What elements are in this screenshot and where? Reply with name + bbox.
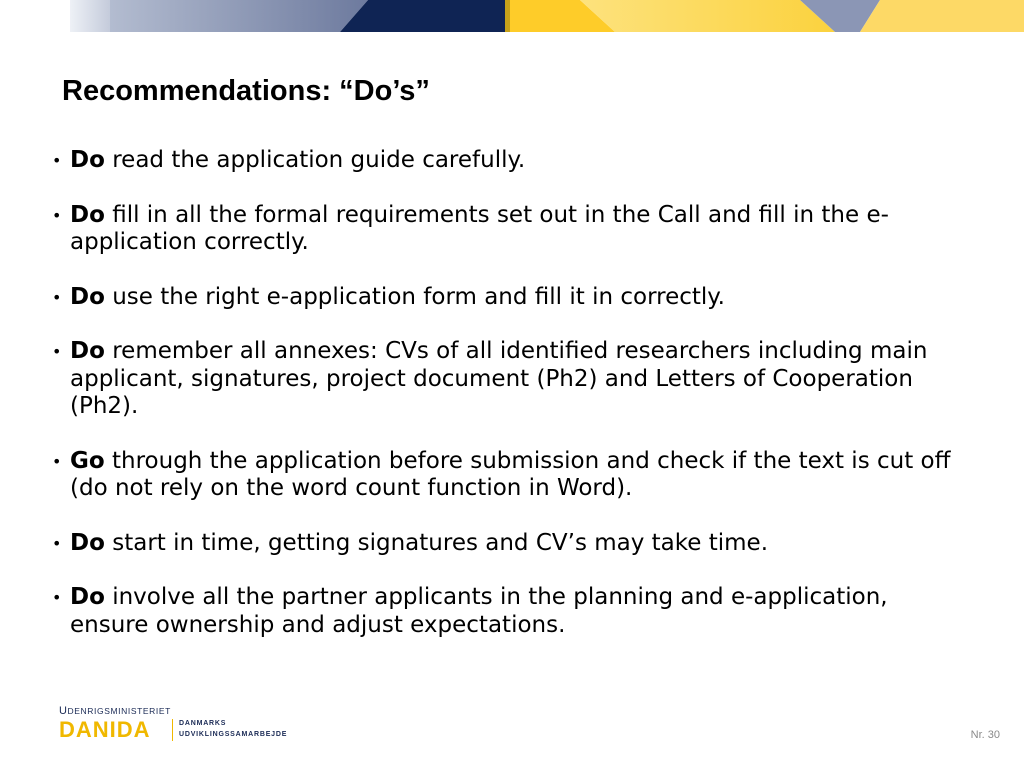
bullet-lead: Do <box>70 338 105 364</box>
logo-tagline-line1: DANMARKS <box>179 720 227 727</box>
list-item <box>52 202 962 257</box>
bullet-icon: • <box>52 205 62 225</box>
bullet-lead: Do <box>70 147 105 173</box>
ministry-name-rest: DENRIGSMINISTERIET <box>67 706 171 716</box>
bullet-icon: • <box>52 287 62 307</box>
top-banner <box>0 0 1024 32</box>
list-item <box>52 530 962 558</box>
danida-wordmark: DANIDA <box>59 717 151 742</box>
bullet-icon: • <box>52 588 62 607</box>
bullet-text: through the application before submission and check if the text is cut off (do not rely on the word count function in Word). <box>70 447 951 501</box>
bullet-list <box>52 147 962 639</box>
bullet-text: remember all annexes: CVs of all identified researchers including main applicant, signatures, project document (Ph2) and Letters of Cooperation (Ph2). <box>70 338 928 419</box>
bullet-text: start in time, getting signatures and CV’s may take time. <box>104 529 769 556</box>
bullet-icon: • <box>52 451 62 471</box>
bullet-lead: Do <box>70 283 105 310</box>
list-item <box>52 584 962 639</box>
bullet-text: involve all the partner applicants in the planning and e-application, ensure ownership and adjust expectations. <box>70 584 888 638</box>
bullet-lead: Go <box>70 447 105 474</box>
bullet-lead: Do <box>70 529 105 556</box>
ministry-name: UDENRIGSMINISTERIET <box>59 705 171 717</box>
bullet-lead: Do <box>70 201 105 228</box>
bullet-icon: • <box>52 533 62 553</box>
list-item <box>52 448 962 503</box>
list-item <box>52 338 962 421</box>
logo-tagline-line2: UDVIKLINGSSAMARBEJDE <box>179 731 288 738</box>
bullet-text: use the right e-application form and fill it in correctly. <box>104 283 725 310</box>
bullet-icon: • <box>52 151 62 170</box>
bullet-text: fill in all the formal requirements set out in the Call and fill in the e-application correctly. <box>70 201 889 255</box>
logo-divider <box>172 719 173 741</box>
list-item <box>52 284 962 312</box>
bullet-lead: Do <box>70 584 105 610</box>
bullet-text: read the application guide carefully. <box>104 147 526 173</box>
slide-title: Recommendations: “Do’s” <box>62 75 430 107</box>
page-number: Nr. 30 <box>970 729 1000 741</box>
bullet-icon: • <box>52 342 62 361</box>
list-item <box>52 147 962 175</box>
danida-logo <box>59 705 299 745</box>
